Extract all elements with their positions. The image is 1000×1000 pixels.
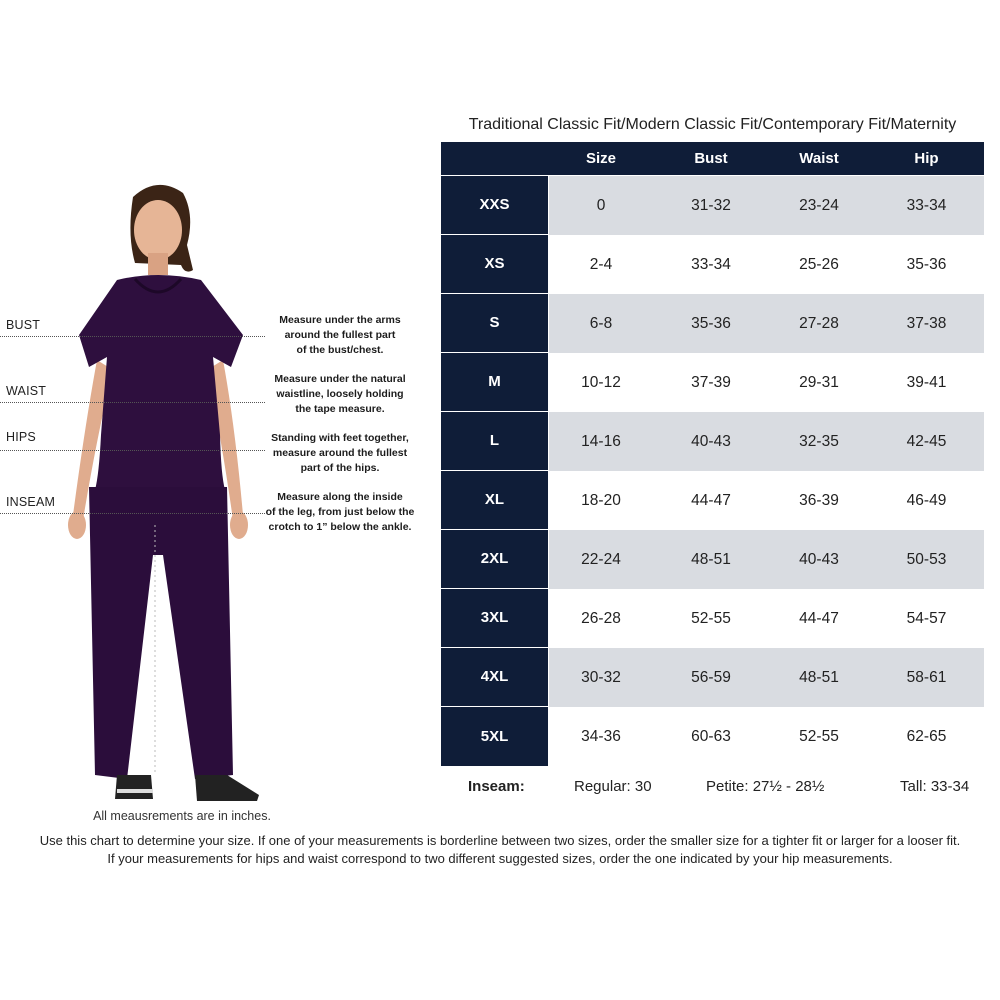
table-row bbox=[441, 589, 984, 648]
waist-value: 44-47 bbox=[799, 610, 839, 627]
bust-label: BUST bbox=[6, 318, 41, 332]
bust-value: 31-32 bbox=[691, 197, 731, 214]
waist-value: 25-26 bbox=[799, 256, 839, 273]
size-label: 2XL bbox=[441, 530, 548, 589]
inches-note: All meausrements are in inches. bbox=[93, 809, 271, 823]
table-row bbox=[441, 707, 984, 766]
size-value: 30-32 bbox=[581, 669, 621, 686]
waist-value: 29-31 bbox=[799, 374, 839, 391]
size-value: 2-4 bbox=[589, 256, 613, 273]
size-value: 0 bbox=[596, 197, 606, 214]
inseam-description: Measure along the inside of the leg, from just below the crotch to 1” below the ankle. bbox=[265, 491, 415, 533]
table-row bbox=[441, 648, 984, 707]
footer-note-2: If your measurements for hips and waist correspond to two different suggested sizes, order the one indicated by your hip measurements. bbox=[107, 851, 893, 866]
hip-value: 62-65 bbox=[906, 728, 947, 745]
bust-value: 33-34 bbox=[691, 256, 731, 273]
header-hip: Hip bbox=[914, 150, 939, 167]
inseam-tall: Tall: 33-34 bbox=[900, 778, 970, 795]
size-label: XL bbox=[441, 471, 548, 530]
size-value: 10-12 bbox=[581, 374, 621, 391]
inseam-label: INSEAM bbox=[6, 495, 56, 509]
footer-note-1: Use this chart to determine your size. If one of your measurements is borderline between two sizes, order the smaller size for a tighter fit or larger for a looser fit. bbox=[39, 833, 961, 848]
header-size: Size bbox=[585, 150, 616, 167]
table-row bbox=[441, 294, 984, 353]
size-label: S bbox=[441, 294, 548, 353]
hip-value: 42-45 bbox=[906, 433, 947, 450]
waist-value: 32-35 bbox=[799, 433, 839, 450]
inseam-guide-line bbox=[0, 513, 265, 514]
hip-value: 39-41 bbox=[906, 374, 947, 391]
table-row bbox=[441, 530, 984, 589]
size-value: 18-20 bbox=[581, 492, 621, 509]
size-label: 5XL bbox=[441, 707, 548, 766]
table-row bbox=[441, 176, 984, 235]
bust-value: 35-36 bbox=[691, 315, 731, 332]
size-label: 4XL bbox=[441, 648, 548, 707]
hip-value: 37-38 bbox=[906, 315, 947, 332]
header-bust: Bust bbox=[694, 150, 728, 167]
hips-guide-line bbox=[0, 450, 265, 451]
hip-value: 46-49 bbox=[906, 492, 947, 509]
waist-description: Measure under the natural waistline, loosely holding the tape measure. bbox=[274, 373, 406, 415]
size-value: 14-16 bbox=[581, 433, 621, 450]
size-value: 6-8 bbox=[589, 315, 613, 332]
inseam-regular: Regular: 30 bbox=[574, 778, 652, 795]
size-value: 22-24 bbox=[581, 551, 621, 568]
waist-value: 40-43 bbox=[799, 551, 839, 568]
model-figure-image bbox=[55, 175, 265, 805]
size-label: L bbox=[441, 412, 548, 471]
bust-value: 44-47 bbox=[691, 492, 731, 509]
size-value: 34-36 bbox=[581, 728, 621, 745]
bust-guide-line bbox=[0, 336, 265, 337]
waist-value: 48-51 bbox=[799, 669, 839, 686]
hip-value: 50-53 bbox=[906, 551, 947, 568]
header-waist: Waist bbox=[799, 150, 839, 167]
waist-value: 36-39 bbox=[799, 492, 839, 509]
hip-value: 35-36 bbox=[906, 256, 947, 273]
hips-description: Standing with feet together, measure around the fullest part of the hips. bbox=[271, 432, 409, 474]
bust-value: 52-55 bbox=[691, 610, 731, 627]
table-row bbox=[441, 353, 984, 412]
table-row bbox=[441, 412, 984, 471]
size-label: XS bbox=[441, 235, 548, 294]
table-row bbox=[441, 471, 984, 530]
size-label: 3XL bbox=[441, 589, 548, 648]
table-title: Traditional Classic Fit/Modern Classic Fit/Contemporary Fit/Maternity bbox=[468, 116, 957, 133]
bust-value: 48-51 bbox=[691, 551, 731, 568]
bust-description: Measure under the arms around the fullest part of the bust/chest. bbox=[279, 314, 401, 356]
size-label: XXS bbox=[441, 176, 548, 235]
bust-value: 40-43 bbox=[691, 433, 731, 450]
table-header bbox=[441, 142, 984, 175]
hips-label: HIPS bbox=[6, 430, 36, 444]
waist-guide-line bbox=[0, 402, 265, 403]
waist-value: 23-24 bbox=[799, 197, 839, 214]
inseam-petite: Petite: 27½ - 28½ bbox=[706, 778, 825, 795]
table-row bbox=[441, 235, 984, 294]
waist-value: 27-28 bbox=[799, 315, 839, 332]
bust-value: 60-63 bbox=[691, 728, 731, 745]
hip-value: 33-34 bbox=[906, 197, 947, 214]
hip-value: 58-61 bbox=[906, 669, 947, 686]
inseam-row-label: Inseam: bbox=[468, 778, 525, 795]
bust-value: 56-59 bbox=[691, 669, 731, 686]
size-value: 26-28 bbox=[581, 610, 621, 627]
waist-value: 52-55 bbox=[799, 728, 839, 745]
waist-label: WAIST bbox=[6, 384, 47, 398]
hip-value: 54-57 bbox=[906, 610, 947, 627]
size-label: M bbox=[441, 353, 548, 412]
bust-value: 37-39 bbox=[691, 374, 731, 391]
